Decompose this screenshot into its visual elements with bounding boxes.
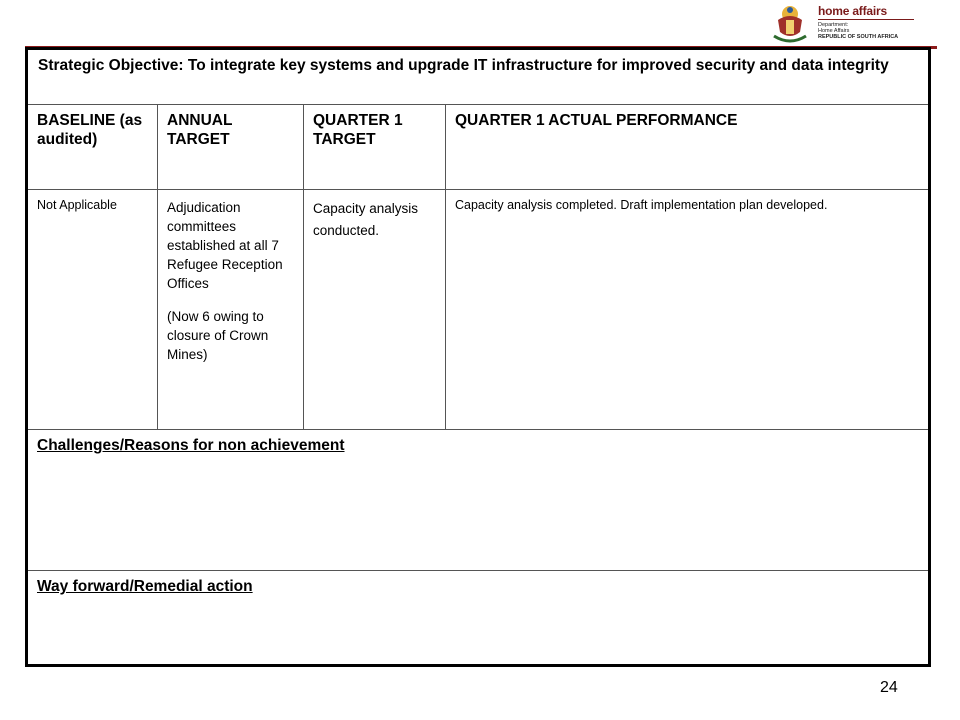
objective-cell (27, 49, 930, 105)
paragraph-gap (167, 293, 295, 307)
q1-actual-value: Capacity analysis completed. Draft implementation plan developed. (455, 198, 828, 212)
logo-title: home affairs (818, 4, 887, 18)
baseline-cell (27, 190, 158, 430)
challenges-label: Challenges/Reasons for non achievement (37, 437, 345, 454)
data-row (27, 190, 930, 430)
annual-target-cell (158, 190, 304, 430)
objective-row (27, 49, 930, 105)
home-affairs-logo (768, 2, 918, 46)
col-annual-target-header: ANNUAL TARGET (158, 105, 304, 190)
coat-of-arms-icon (768, 2, 812, 46)
logo-line-1: Department: (818, 22, 849, 28)
col-baseline-header: BASELINE (as audited) (27, 105, 158, 190)
q1-target-value: Capacity analysis conducted. (313, 201, 419, 238)
strategic-objective: Strategic Objective: To integrate key systems and upgrade IT infrastructure for improved security and data integrity (38, 57, 889, 74)
page-number: 24 (880, 679, 898, 696)
challenges-cell (27, 430, 930, 571)
baseline-value: Not Applicable (37, 198, 117, 212)
q1-actual-cell (446, 190, 930, 430)
performance-table (25, 47, 931, 667)
col-q1-target-header: QUARTER 1 TARGET (304, 105, 446, 190)
way-forward-label: Way forward/Remedial action (37, 578, 253, 595)
header-row (27, 105, 930, 190)
challenges-row (27, 430, 930, 571)
way-forward-row (27, 571, 930, 666)
annual-target-value: Adjudication committees established at all 7 Refugee Reception Offices (167, 200, 283, 291)
way-forward-cell (27, 571, 930, 666)
logo-underline (818, 19, 914, 20)
logo-line-2: Home Affairs (818, 28, 850, 34)
annual-target-note: (Now 6 owing to closure of Crown Mines) (167, 309, 269, 362)
q1-target-cell (304, 190, 446, 430)
annual-target-text (158, 190, 303, 364)
logo-line-3: REPUBLIC OF SOUTH AFRICA (818, 34, 899, 40)
col-q1-actual-header: QUARTER 1 ACTUAL PERFORMANCE (446, 105, 930, 190)
